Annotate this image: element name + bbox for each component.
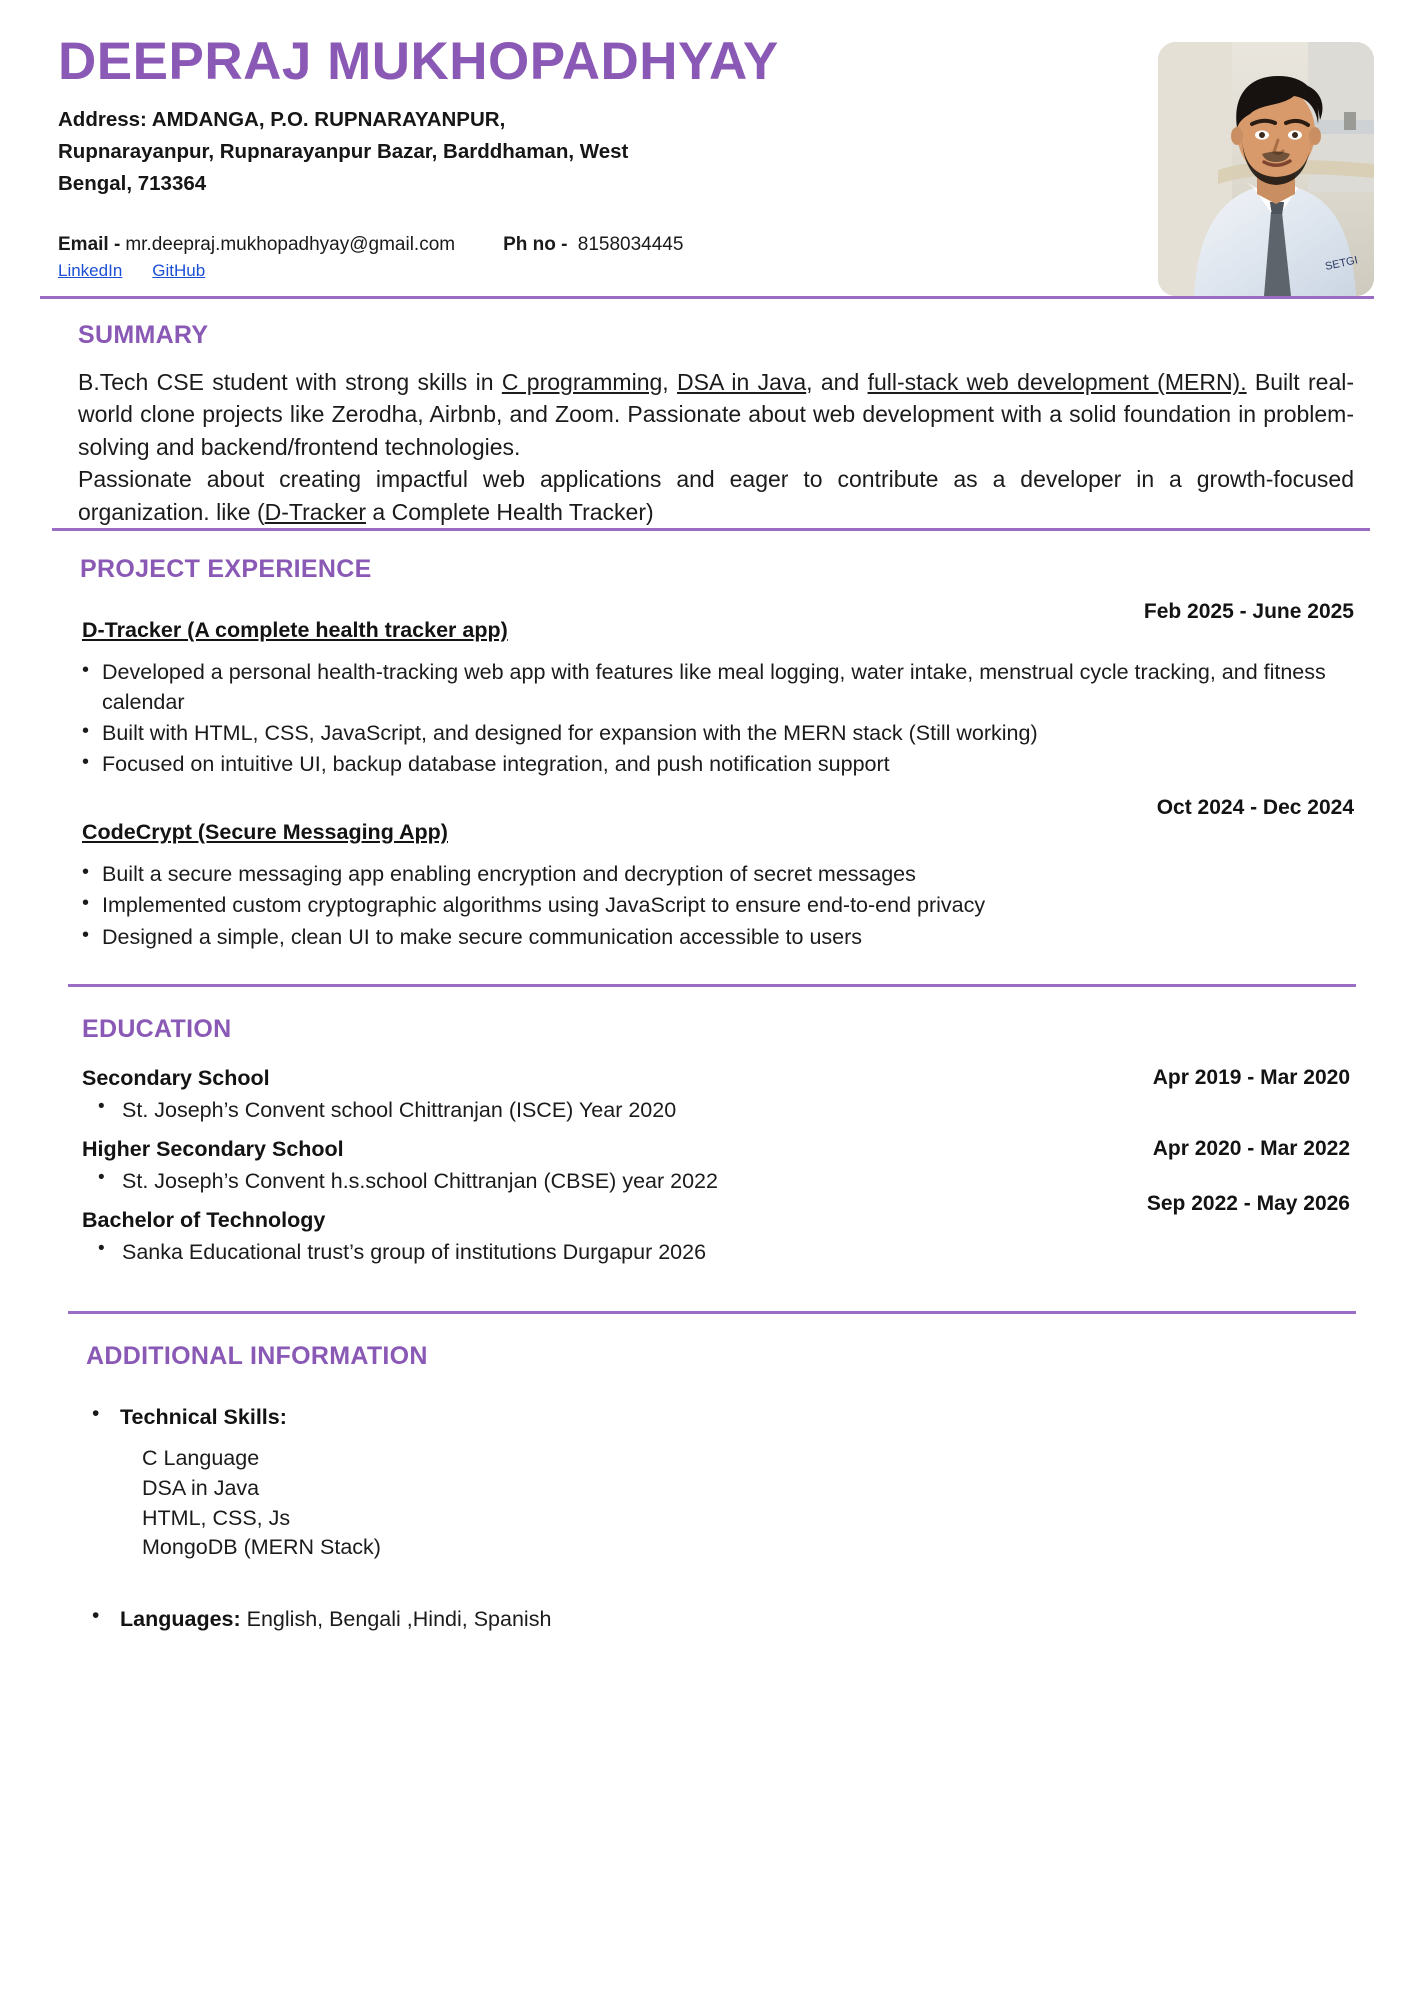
- section-additional-information: [40, 1314, 1374, 1632]
- list-item: • Developed a personal health-tracking web app with features like meal logging, water intake, menstrual cycle tracking, and fitness calendar: [80, 658, 1354, 717]
- summary-p2-b: a Complete Health Tracker): [366, 498, 654, 525]
- education-title: EDUCATION: [82, 1015, 232, 1044]
- projects-title: PROJECT EXPERIENCE: [80, 555, 372, 584]
- project-date: Feb 2025 - June 2025: [1143, 600, 1354, 624]
- project-bullets: [80, 860, 1354, 952]
- resume-header: [40, 0, 1374, 296]
- project-name: CodeCrypt (Secure Messaging App): [82, 819, 448, 844]
- section-education: [40, 987, 1374, 1265]
- education-item: [82, 1192, 1350, 1265]
- phone-group: [503, 234, 683, 256]
- summary-p1-underline-3: full-stack web development (MERN).: [867, 369, 1247, 395]
- education-item: [82, 1066, 1350, 1123]
- technical-skills-list: [120, 1444, 1350, 1563]
- project-item: [80, 600, 1354, 780]
- social-links: [58, 261, 1136, 281]
- summary-paragraph-2: [78, 463, 1354, 528]
- list-item: HTML, CSS, Js: [142, 1505, 291, 1530]
- summary-p1-d: Built real-world clone projects like Zerodha, Airbnb, and Zoom. Passionate about web development with a solid foundation in problem-solving and backend/frontend technologies.: [78, 369, 1355, 460]
- list-item: • Designed a simple, clean UI to make secure communication accessible to users: [80, 923, 1354, 952]
- phone-value[interactable]: 8158034445: [577, 234, 684, 256]
- list-item: • Built a secure messaging app enabling encryption and decryption of secret messages: [80, 860, 1354, 889]
- education-date: Sep 2022 - May 2026: [1146, 1192, 1350, 1216]
- summary-p1-underline-1: C programming: [501, 369, 663, 395]
- education-degree: Bachelor of Technology: [82, 1208, 326, 1233]
- education-detail: • St. Joseph’s Convent school Chittranjan (ISCE) Year 2020: [82, 1098, 1350, 1123]
- education-item: [82, 1137, 1350, 1194]
- summary-title: SUMMARY: [78, 321, 209, 349]
- additional-title: ADDITIONAL INFORMATION: [86, 1342, 428, 1371]
- contact-row: [58, 234, 1136, 256]
- summary-p1-b: ,: [662, 369, 678, 395]
- list-item: MongoDB (MERN Stack): [142, 1535, 381, 1560]
- summary-p1-a: B.Tech CSE student with strong skills in: [78, 369, 502, 395]
- summary-p1-underline-2: DSA in Java: [677, 369, 807, 395]
- photo-container: [1158, 42, 1374, 296]
- github-link[interactable]: GitHub: [152, 261, 206, 281]
- languages-label: Languages:: [120, 1606, 241, 1631]
- phone-label: Ph no -: [503, 234, 568, 256]
- project-name: D-Tracker (A complete health tracker app): [82, 618, 508, 643]
- email-label: Email -: [58, 234, 121, 256]
- address-line-3: Bengal, 713364: [58, 172, 207, 196]
- address-block: [58, 104, 818, 200]
- page-title: DEEPRAJ MUKHOPADHYAY: [58, 32, 779, 91]
- project-bullets: [80, 658, 1354, 780]
- summary-p2-a: Passionate about creating impactful web applications and eager to contribute as a developer in a growth-focused organization. like (: [78, 466, 1354, 525]
- list-item: • Implemented custom cryptographic algorithms using JavaScript to ensure end-to-end privacy: [80, 891, 1354, 920]
- header-contact-block: [40, 34, 1136, 281]
- project-date: Oct 2024 - Dec 2024: [1156, 795, 1354, 819]
- technical-skills-label: Technical Skills:: [120, 1405, 287, 1430]
- education-detail: • St. Joseph’s Convent h.s.school Chittranjan (CBSE) year 2022: [82, 1169, 1350, 1194]
- education-detail: • Sanka Educational trust’s group of institutions Durgapur 2026: [82, 1240, 1350, 1265]
- avatar: [1158, 42, 1374, 296]
- list-item: • Focused on intuitive UI, backup database integration, and push notification support: [80, 750, 1354, 779]
- languages-value: English, Bengali ,Hindi, Spanish: [240, 1606, 552, 1631]
- summary-paragraph-1: [78, 366, 1354, 463]
- list-item: DSA in Java: [142, 1475, 260, 1500]
- education-degree: Higher Secondary School: [82, 1137, 344, 1162]
- project-item: [80, 795, 1354, 952]
- technical-skills-block: [86, 1405, 1350, 1563]
- address-line-2: Rupnarayanpur, Rupnarayanpur Bazar, Barddhaman, West: [58, 140, 629, 164]
- email-value[interactable]: mr.deepraj.mukhopadhyay@gmail.com: [125, 234, 456, 256]
- section-projects: [40, 531, 1374, 952]
- project-header: [80, 600, 1354, 652]
- section-summary: [40, 299, 1374, 528]
- address-line-1: Address: AMDANGA, P.O. RUPNARAYANPUR,: [58, 108, 506, 132]
- project-header: [80, 795, 1354, 854]
- linkedin-link[interactable]: LinkedIn: [58, 261, 123, 281]
- list-item: • Built with HTML, CSS, JavaScript, and designed for expansion with the MERN stack (Still working): [80, 719, 1354, 748]
- education-date: Apr 2020 - Mar 2022: [1152, 1137, 1350, 1161]
- summary-p2-underline-1: D-Tracker: [264, 498, 367, 525]
- list-item: C Language: [142, 1446, 260, 1471]
- education-date: Apr 2019 - Mar 2020: [1152, 1066, 1350, 1090]
- languages-block: [86, 1607, 1350, 1632]
- summary-p1-c: , and: [806, 369, 868, 395]
- svg-text:SETGI: SETGI: [1324, 254, 1359, 273]
- education-degree: Secondary School: [82, 1066, 270, 1091]
